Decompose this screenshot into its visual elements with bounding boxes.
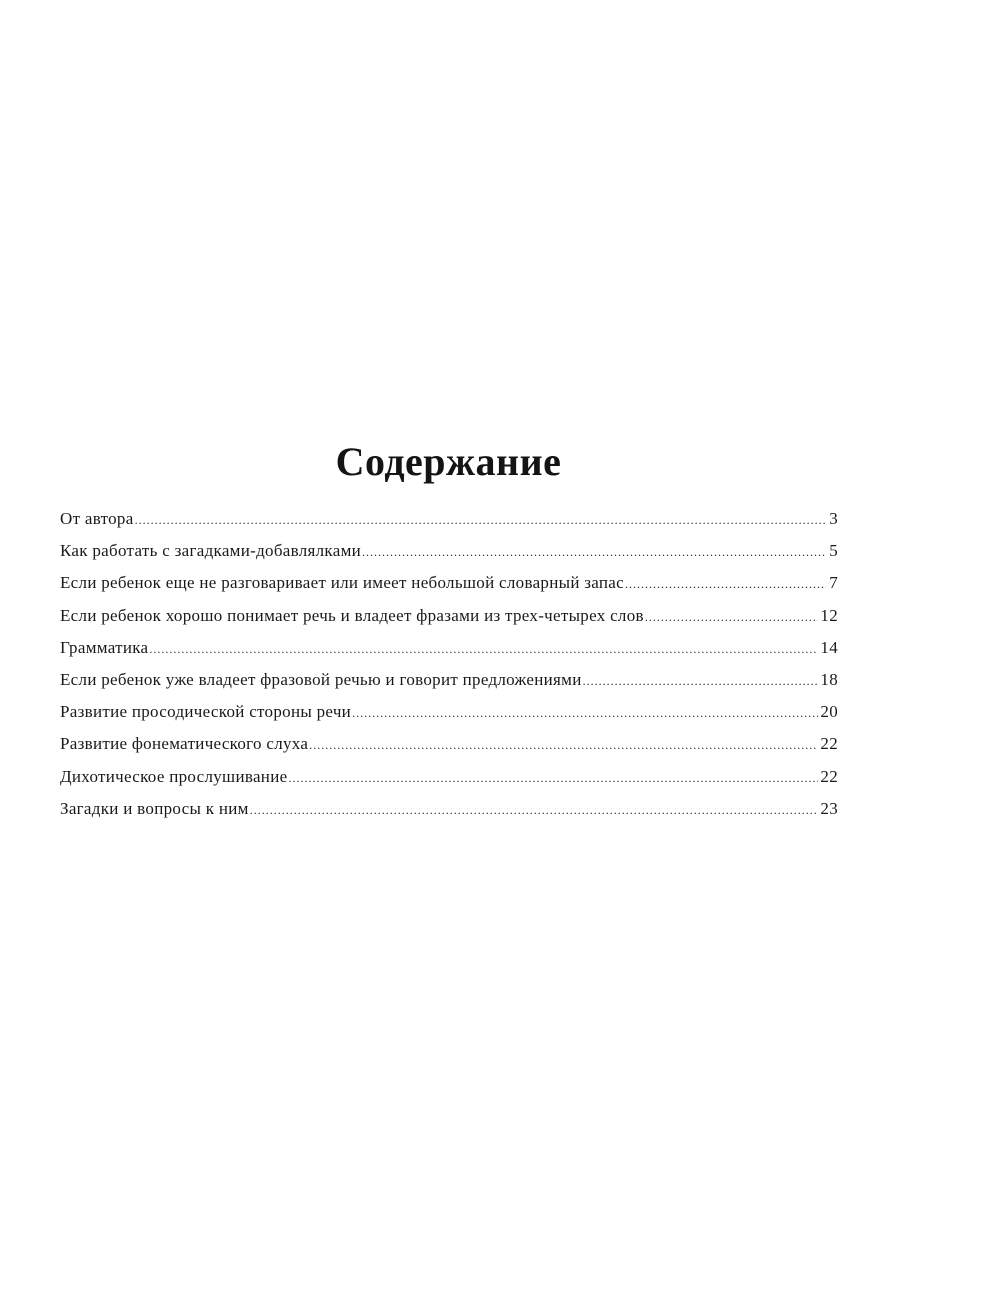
toc-entry-title: Дихотическое прослушивание: [60, 766, 288, 786]
toc-page-number: 22: [820, 766, 838, 786]
toc-entry-understands-speech[interactable]: [60, 606, 838, 638]
toc-entry-title: Как работать с загадками-добавлялками: [60, 541, 362, 561]
toc-entry-title: Загадки и вопросы к ним: [60, 798, 249, 818]
dot-leader: [149, 642, 818, 657]
toc-entry-phonemic[interactable]: [60, 734, 838, 766]
toc-entry-title: Если ребенок уже владеет фразовой речью и говорит предложениями: [60, 669, 582, 689]
toc-entry-grammar[interactable]: [60, 638, 838, 670]
toc-entry-title: От автора: [60, 509, 134, 528]
toc-entry-from-author[interactable]: [60, 509, 838, 541]
toc-entry-not-talking[interactable]: [60, 573, 838, 605]
toc-entry-prosodic[interactable]: [60, 702, 838, 734]
toc-entry-how-to-work[interactable]: [60, 541, 838, 573]
toc-page-number: 7: [829, 573, 838, 593]
toc-entry-dichotic[interactable]: [60, 767, 838, 799]
toc-entry-title: Развитие просодической стороны речи: [60, 702, 352, 722]
toc-page-number: 5: [829, 541, 838, 561]
toc-entry-title: Развитие фонематического слуха: [60, 734, 309, 754]
toc-page-number: 14: [820, 637, 838, 657]
dot-leader: [309, 738, 818, 753]
toc-entry-title: Если ребенок еще не разговаривает или имеет небольшой словарный запас: [60, 573, 625, 593]
toc-page-number: 12: [820, 605, 838, 625]
dot-leader: [645, 610, 819, 625]
dot-leader: [583, 674, 819, 689]
toc-entry-title: Грамматика: [60, 637, 149, 657]
dot-leader: [352, 706, 818, 721]
toc-entry-title: Если ребенок хорошо понимает речь и владеет фразами из трех-четырех слов: [60, 605, 644, 625]
toc-page-number: 18: [820, 669, 838, 689]
dot-leader: [135, 513, 826, 528]
toc-page-number: 3: [829, 509, 838, 528]
dot-leader: [250, 803, 819, 818]
toc-entry-phrasal-speech[interactable]: [60, 670, 838, 702]
page-title: Содержание: [335, 439, 562, 484]
dot-leader: [362, 545, 826, 560]
table-of-contents: [60, 509, 838, 831]
dot-leader: [288, 771, 818, 786]
toc-page-number: 20: [820, 702, 838, 722]
toc-entry-riddles[interactable]: [60, 799, 838, 831]
toc-page-number: 23: [820, 798, 838, 818]
toc-page-number: 22: [820, 734, 838, 754]
dot-leader: [625, 577, 826, 592]
